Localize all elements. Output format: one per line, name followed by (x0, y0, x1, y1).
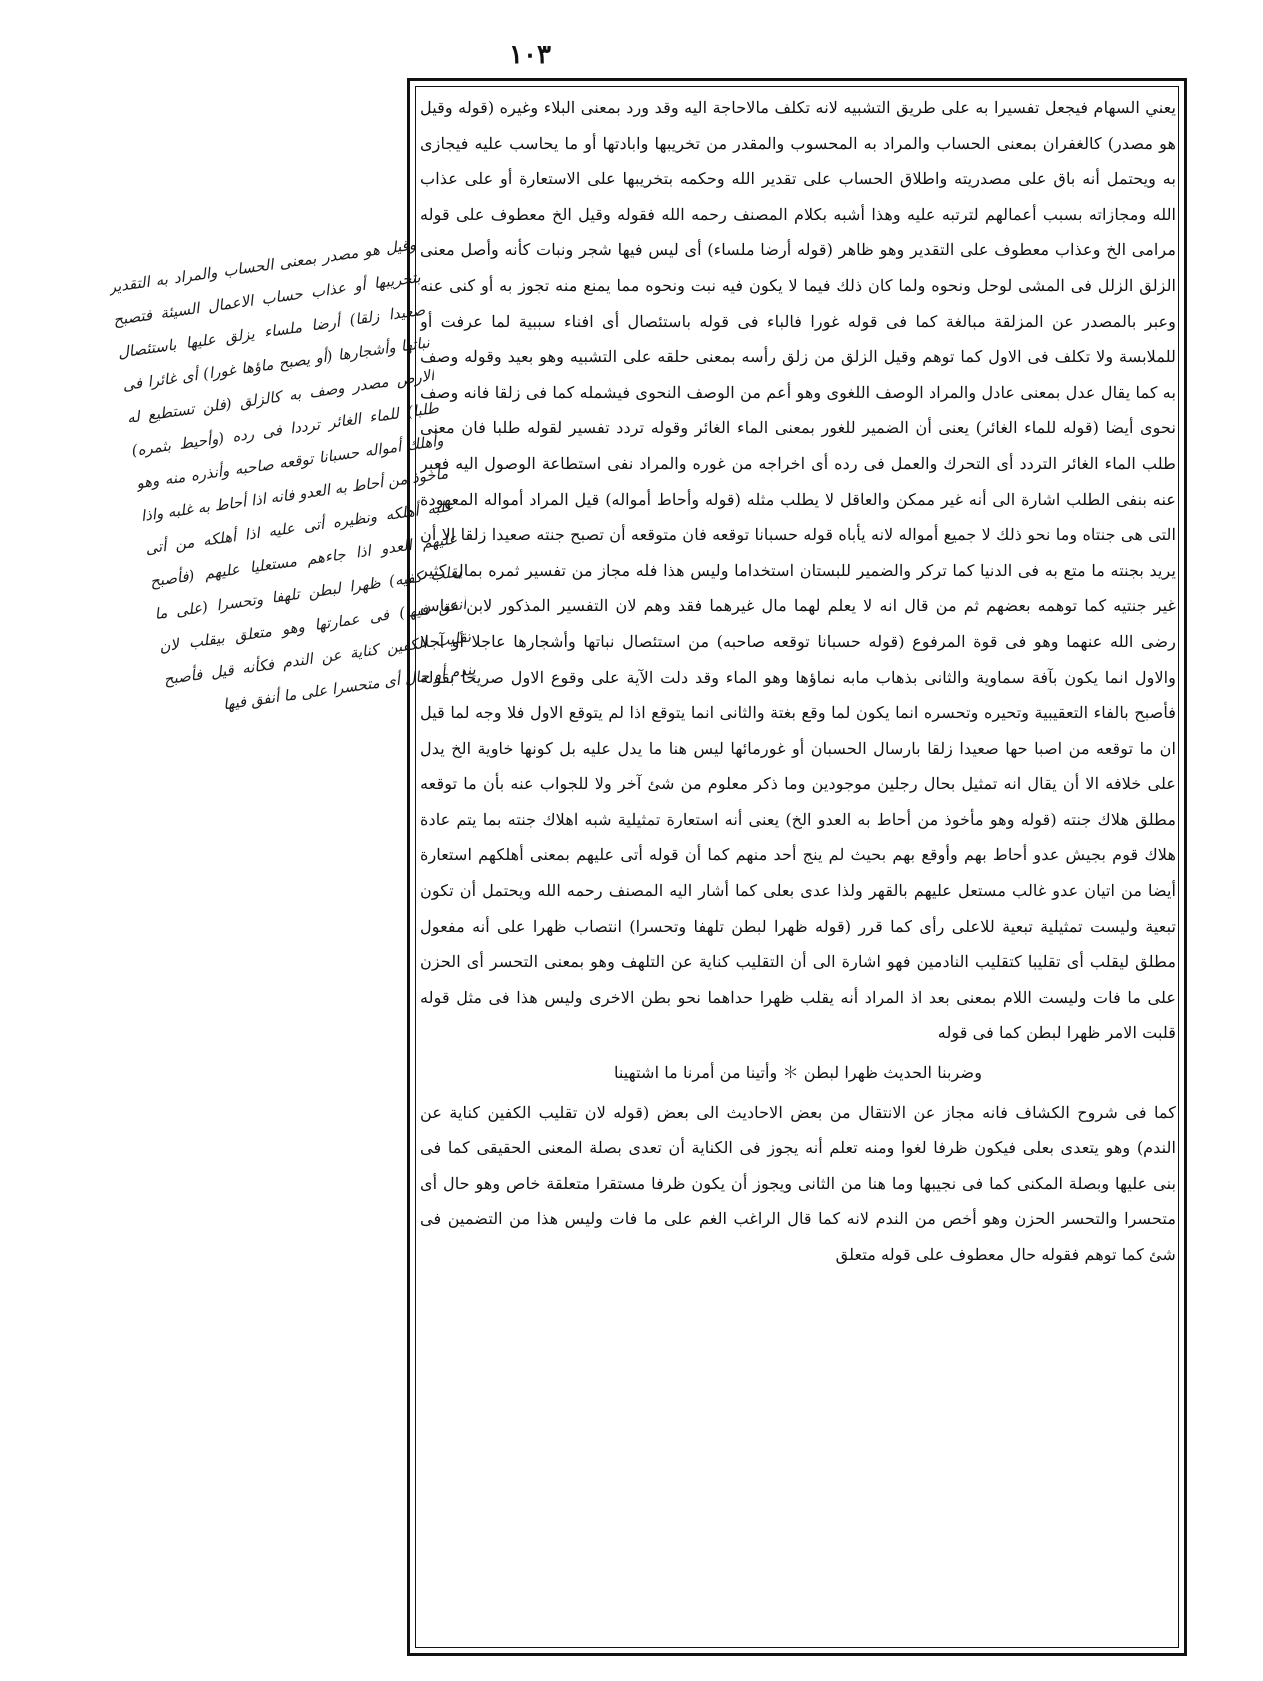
margin-note-text: وقيل هو مصدر بمعنى الحساب والمراد به التقدير بتخريبها أو عذاب حساب الاعمال السيئة فتصبح صعيدا زلقا) أرضا ملساء يزلق عليها باستئصال نباتها وأشجارها (أو يصبح ماؤها غورا) أى غائرا فى الارض مصدر وصف به كالزلق (فلن تستطيع له طلبا) للماء الغائر ترددا فى رده (وأحيط بثمره) وأهلك أمواله حسبانا توقعه صاحبه وأنذره منه وهو مأخوذ من أحاط به العدو فانه اذا أحاط به غلبه واذا غلبه أهلكه ونظيره أتى عليه اذا أهلكه من أتى عليهم العدو اذا جاءهم مستعليا عليهم (فأصبح يقلب كفيه) ظهرا لبطن تلهفا وتحسرا (على ما أنفق فيها) فى عمارتها وهو متعلق بيقلب لان تقليب الكفين كناية عن الندم فكأنه قيل فأصبح يندم أو حال أى متحسرا على ما أنفق فيها (107, 235, 477, 714)
main-paragraph-continued: كما فى شروح الكشاف فانه مجاز عن الانتقال من بعض الاحاديث الى بعض (قوله لان تقليب الكفين كناية عن الندم) وهو يتعدى بعلى فيكون ظرفا لغوا ومنه تعلم أنه يجوز فى الكناية أن تعدى بصلة المعنى الحقيقى كما فى بنى عليها وبصلة المكنى كما فى نجيبها وما هنا من الثانى ويجوز أن يكون ظرفا مستقرا متعلقة خاص وهو حال أى متحسرا والتحسر الحزن وهو أخص من الندم لانه كما قال الراغب الغم على ما فات وليس هذا من التضمين فى شئ كما توهم فقوله حال معطوف على قوله متعلق (420, 1102, 1176, 1264)
main-paragraph: يعني السهام فيجعل تفسيرا به على طريق التشبيه لانه تكلف مالاحاجة اليه وقد ورد بمعنى البلاء وغيره (قوله وقيل هو مصدر) كالغفران بمعنى الحساب والمراد به المحسوب والمقدر من تخريبها وابادتها أو ما يحاسب عليه فيجازى به ويحتمل أنه باق على مصدريته واطلاق الحساب على تقدير الله وحكمه بتخريبها على الاستعارة أو على عذاب الله ومجازاته بسبب أعمالهم لترتبه عليه وهذا أشبه بكلام المصنف رحمه الله فقوله وقيل الخ معطوف على قوله مرامى الخ وعذاب معطوف على التقدير وهو ظاهر (قوله أرضا ملساء) أى ليس فيها شجر ونبات كأنه وأصل معنى الزلق الزلل فى المشى لوحل ونحوه ولما كان ذلك فيما لا يكون فيه نبت ونحوه مما يمنع منه تجوز به أو كنى عنه وعبر بالمصدر عن المزلقة مبالغة كما فى قوله غورا فالباء فى قوله باستئصال أى افناء سببية لما عرفت أو للملابسة ولا تكلف فى الاول كما توهم وقيل الزلق من زلق رأسه بمعنى حلقه على التشبيه وهو بعيد وقوله وصف به كما يقال عدل بمعنى عادل والمراد الوصف اللغوى وهو أعم من الوصف النحوى فيشمله كما فى زلقا فانه وصف نحوى أيضا (قوله للماء الغائر) يعنى أن الضمير للغور بمعنى الماء الغائر وقوله تردد تفسير لقوله طلبا فان معنى طلب الماء الغائر التردد أى التحرك والعمل فى رده أى اخراجه من غوره والمراد نفى استطاعة الوصول اليه فعبر عنه بنفى الطلب اشارة الى أنه غير ممكن والعاقل لا يطلب مثله (قوله وأحاط أمواله) قيل المراد أمواله المعهودة التى هى جنتاه وما نحو ذلك لا جميع أمواله لانه يأباه قوله حسبانا توقعه فان متوقعه أن تصبح جنته صعيدا زلقا الا أن يريد بجنته ما متع به فى الدنيا كما تركر والضمير للبستان استخداما وليس هذا فله مجاز من تفسير ثمره بمال كثير غير جنتيه كما توهمه بعضهم ثم من قال انه لا يعلم لهما مال غيرهما فقد وهم لان التفسير المذكور لابن عباس رضى الله عنهما وهو فى قوة المرفوع (قوله حسبانا توقعه صاحبه) من استئصال نباتها وأشجارها عاجلا أو آجلا والاول انما يكون بآفة سماوية والثانى بذهاب مابه نماؤها وهو الماء وقد دلت الآية على وقوع الاول صريحا بقوله فأصبح بالفاء التعقيبية وتحيره وتحسره انما يكون لما وقع بغتة والثانى انما يتوقع اذا لم يتوقع الاول فلا وجه لما قيل ان ما توقعه من اصبا حها صعيدا زلقا بارسال الحسبان أو غورمائها ليس هنا ما يدل عليه بل كونها خاوية الخ يدل على خلافه الا أن يقال انه تمثيل بحال رجلين موجودين وما ذكر معلوم من شئ آخر ولا للجواب عنه بأن ما توقعه مطلق هلاك جنته (قوله وهو مأخوذ من أحاط به العدو الخ) يعنى أنه استعارة تمثيلية شبه اهلاك جنته بما يتم عادة هلاك قوم بجيش عدو أحاط بهم وأوقع بهم بحيث لم ينج أحد منهم كما أن قوله أتى عليهم بمعنى أهلكهم استعارة أيضا من اتيان عدو غالب مستعل عليهم بالقهر ولذا عدى بعلى كما أشار اليه المصنف رحمه الله ويحتمل أن تكون تبعية وليست تمثيلية تبعية للاعلى رأى كما قرر (قوله ظهرا لبطن تلهفا وتحسرا) انتصاب ظهرا على أنه مفعول مطلق ليقلب أى تقليبا كتقليب النادمين فهو اشارة الى أن التقليب كناية عن التلهف وهو بمعنى التحسر أى الحزن على ما فات وليست اللام بمعنى بعد اذ المراد أنه يقلب ظهرا حداهما نحو بطن الاخرى وليس هذا فى مثل قوله قلبت الامر ظهرا لبطن كما فى قوله (420, 98, 1176, 1043)
verse-line: وضربنا الحديث ظهرا لبطن ＊ وأتينا من أمرنا ما اشتهينا (613, 1063, 983, 1083)
main-text-block (420, 90, 1176, 1645)
page-number: ١٠٣ (509, 40, 551, 70)
